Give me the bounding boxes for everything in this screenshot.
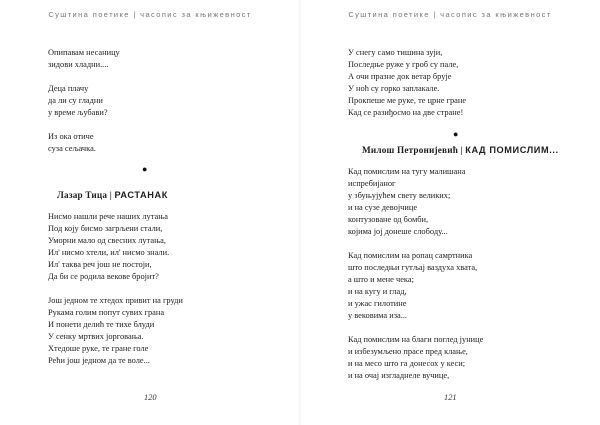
verse-line: да ли су гладни [48,96,103,105]
verse-line: Кад помислим на благи поглед јунице [348,335,484,344]
verse-line: испребијаног [348,179,396,188]
verse-line: И понети делић те тихе блуди [48,320,155,329]
running-header: Суштина поетике | часопис за књижевност [48,10,252,19]
verse-line: А очи празне док ветар брује [348,72,452,81]
right-page [300,0,600,425]
verse-line: Нисмо нашли рече наших лутања [48,212,168,221]
verse-line: Кад помислим на тугу малишана [348,167,466,176]
verse-line: У снегу само тишина зуји, [348,48,443,57]
verse-line: у збуњујућем свету великих; [348,191,451,200]
verse-line: што последњи гутљај ваздуха хвата, [348,263,478,272]
verse-line: а што и мене чека; [348,275,414,284]
verse-line: Хтедоше руке, те гране голе [48,344,149,353]
verse-line: и избезумљено прасе пред клање, [348,347,468,356]
running-header: Суштина поетике | часопис за књижевност [348,10,552,19]
poem-body [48,211,183,367]
title-separator: | [458,145,466,155]
section-ornament: ● [142,164,148,174]
page-number: 121 [444,393,457,402]
verse-line: У ноћ су горко заплакале. [348,84,440,93]
verse-line: зидови хладни.... [48,60,109,69]
verse-line: У сенку мртвих јорговања. [48,332,144,341]
verse-line: Рукама голим попут сувих грана [48,308,165,317]
verse-line: Да би се родила векове бројит? [48,272,159,281]
verse-line: Кад помислим на ропац самртника [348,251,473,260]
poem-name: РАСТАНАК [114,190,168,200]
page-number: 120 [144,393,157,402]
poem-author: Милош Петронијевић [362,145,459,155]
section-ornament: ● [453,129,459,139]
verse-line: Под коју бисмо загрљени стали, [48,224,163,233]
verse-line: Ил' нисмо хтели, ил' нисмо знали. [48,248,170,257]
verse-line: у вековима иза... [348,311,408,320]
poem-title [57,190,168,200]
verse-line: Још једном те хтедох привит на груди [48,296,183,305]
intro-verses [48,47,120,155]
intro-verses [348,47,466,119]
verse-line: Ил' таква реч још не постоји, [48,260,152,269]
verse-line: контузоване од бомби, [348,215,429,224]
poem-name: КАД ПОМИСЛИМ... [465,145,559,155]
poem-author: Лазар Тица [57,190,108,200]
verse-line: и на сузе девојчице [348,203,418,212]
verse-line: Из ока отиче [48,132,94,141]
verse-line: Деца плачу [48,84,89,93]
poem-body [348,166,483,382]
verse-line: и на кугу и глад, [348,287,407,296]
verse-line: Опипавам несаницу [48,48,120,57]
verse-line: Кад се разиђосмо на две стране! [348,108,464,117]
verse-line: у време љубави? [48,108,108,117]
verse-line: и на очај изгладнеле вучице, [348,371,450,380]
verse-line: којима јој донеше слободу... [348,227,448,236]
verse-line: суза сељачка. [48,144,96,153]
verse-line: Уморни мало од свесних лутања, [48,236,166,245]
title-separator: | [107,190,115,200]
verse-line: и на месо што га донесох у кеси; [348,359,466,368]
verse-line: Рећи још једном да те воле... [48,356,150,365]
poem-title [362,145,559,155]
verse-line: Прокпеше ме руке, те црне гране [348,96,467,105]
verse-line: и ужас гилотине [348,299,407,308]
verse-line: Последње руже у гроб су пале, [348,60,459,69]
